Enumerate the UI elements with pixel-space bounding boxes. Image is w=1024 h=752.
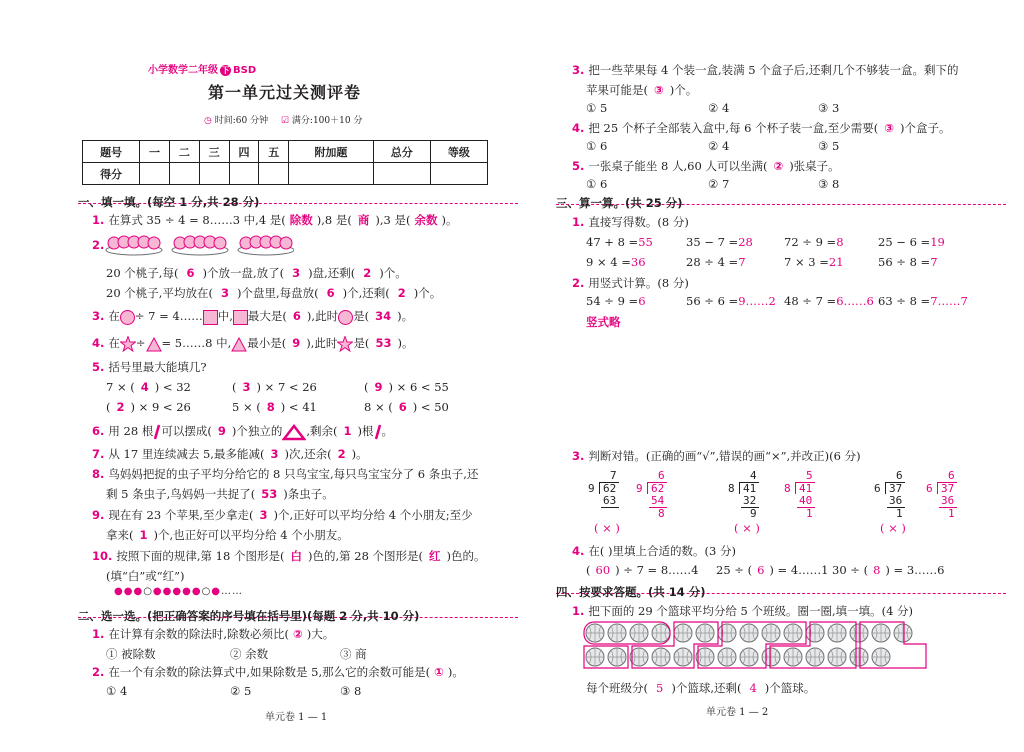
sec1-q5-r1-c3: ( 9 ) × 6 < 55 [364,380,449,394]
red-bead-icon: ● [211,586,222,597]
score-cell [140,163,170,185]
sec1-q8-line2: 剩 5 条虫子,鸟妈妈一共捉了( 53 )条虫子。 [106,487,334,501]
section-4-title: 四、按要求答题。(共 14 分) [556,585,706,599]
sec2-q1-opt: ③ 商 [340,647,367,661]
sec2-q1-opt: ② 余数 [230,647,269,661]
score-cell [430,163,487,185]
section-1-title: 一、填一填。(每空 1 分,共 28 分) [78,195,260,209]
sec1-q2-line2: 20 个桃子,平均放在( 3 )个盘里,每盘放( 6 )个,还剩( 2 )个。 [106,286,442,300]
score-header-cell: 等级 [430,141,487,163]
sec1-q7: 7. 从 17 里连续减去 5,最多能减( 3 )次,还余( 2 )。 [92,447,368,461]
vertical-calc-note: 竖式略 [586,315,621,329]
judge-mark: ( × ) [734,521,760,535]
score-cell [373,163,430,185]
score-table [82,140,488,185]
triangle-shape-icon [231,337,247,352]
sec1-q4: 4. 在 ÷ = 5……8 中, 最小是( 9 ),此时 是( 53 )。 [92,336,414,350]
long-division-original: 7 9 62 63 [586,470,628,522]
sec1-q6: 6. 用 28 根 可以摆成( 9 )个独立的 ,剩余( 1 )根 。 [92,423,393,441]
sec4-q1-answer: 每个班级分( 5 )个篮球,还剩( 4 )个篮球。 [586,681,816,695]
peach-plates-image [104,230,294,256]
fill-item: ( 60 ) ÷ 7 = 8……4 [586,563,699,577]
star-shape-icon [337,336,353,352]
sec2-q4: 4. 把 25 个杯子全部装入盒中,每 6 个杯子装一盒,至少需要( ③ )个盒子。 [572,121,951,135]
score-header-cell: 总分 [373,141,430,163]
calc-item: 7 × 3 =21 [784,255,844,269]
basketball-group [586,624,912,666]
circle-shape-icon [120,310,135,325]
sec2-q3-opt: ① 5 [586,101,608,115]
sec1-q5: 5. 括号里最大能填几? [92,360,207,374]
sec1-q10: 10. 按照下面的规律,第 18 个图形是( 白 )色的,第 28 个图形是( 红 )色的。 [92,549,486,563]
sec2-q3-line2: 苹果可能是( ③ )个。 [586,83,698,97]
sec1-q1: 1. 在算式 35 ÷ 4 = 8……3 中,4 是( 除数 ),8 是( 商 ),3 是( 余数 )。 [92,213,458,227]
calc-item: 47 + 8 =55 [586,235,653,249]
score-header-cell: 题号 [83,141,140,163]
peach-plate-1 [106,236,162,255]
score-cell [199,163,229,185]
sec2-q4-opt: ② 4 [708,139,730,153]
clock-icon: ◷ [204,116,212,126]
sec1-q2-line1: 20 个桃子,每( 6 )个放一盘,放了( 3 )盘,还剩( 2 )个。 [106,266,407,280]
calc-item: 48 ÷ 7 =6……6 [784,294,874,308]
sec1-q5-r1-c1: 7 × ( 4 ) < 32 [106,380,191,394]
score-cell [289,163,373,185]
sec2-q5-opt: ② 7 [708,177,730,191]
sec1-q5-r1-c2: ( 3 ) × 7 < 26 [232,380,317,394]
red-bead-icon: ●●●●● [152,586,202,597]
score-cell [169,163,199,185]
section-3-title: 三、算一算。(共 25 分) [556,196,683,210]
square-shape-icon [233,310,248,325]
sec3-q2: 2. 用竖式计算。(8 分) [572,276,689,290]
right-page [520,0,1024,752]
sec2-q4-opt: ① 6 [586,139,608,153]
score-header-cell: 四 [229,141,259,163]
score-header-cell: 一 [140,141,170,163]
section-2-title: 二、选一选。(把正确答案的序号填在括号里)(每题 2 分,共 10 分) [78,609,420,623]
sec1-q5-r2-c3: 8 × ( 6 ) < 50 [364,400,449,414]
calc-item: 63 ÷ 8 =7……7 [878,294,968,308]
score-row-label: 得分 [83,163,140,185]
sec3-q4: 4. 在( )里填上合适的数。(3 分) [572,544,736,558]
calc-item: 35 − 7 =28 [686,235,753,249]
judge-mark: ( × ) [594,521,620,535]
grade-mark: 下 [221,66,230,75]
exam-meta: ◷ 时间:60 分钟 ☑ 满分:100＋10 分 [204,116,363,126]
calc-item: 56 ÷ 6 =9……2 [686,294,776,308]
stick-triangle-icon [282,424,306,441]
basketballs-image [582,620,1002,672]
score-table-header-row [83,141,488,163]
sec2-q2: 2. 在一个有余数的除法算式中,如果除数是 5,那么它的余数可能是( ① )。 [92,665,464,679]
sec1-q8: 8. 鸟妈妈把捉的虫子平均分给它的 8 只鸟宝宝,每只鸟宝宝分了 6 条虫子,还 [92,467,479,481]
bead-pattern: ●●●○●●●●●○●…… [114,586,244,597]
score-header-cell: 二 [169,141,199,163]
score-cell [229,163,259,185]
calc-item: 54 ÷ 9 =6 [586,294,646,308]
long-division-original: 6 6 37 36 1 [872,470,914,522]
sec2-q4-opt: ③ 5 [818,139,840,153]
long-division-correction: 5 8 41 40 1 [782,470,824,522]
sec1-q9: 9. 现在有 23 个苹果,至少拿走( 3 )个,正好可以平均分给 4 个小朋友;至少 [92,508,473,522]
page-title: 第一单元过关测评卷 [208,83,362,102]
fill-item: 30 ÷ ( 8 ) = 3……6 [832,563,945,577]
sec1-q5-r2-c2: 5 × ( 8 ) < 41 [232,400,317,414]
footer-left: 单元卷 1 — 1 [265,712,328,723]
stick-icon [374,424,382,440]
sec1-q10-hint: (填“白”或“红”) [106,569,185,583]
sec1-q3: 3. 在 ÷ 7 = 4…… 中, 最大是( 6 ),此时 是( 34 )。 [92,309,414,323]
sec2-q3: 3. 把一些苹果每 4 个装一盒,装满 5 个盒子后,还剩几个不够装一盒。剩下的 [572,63,959,77]
calc-item: 9 × 4 =36 [586,255,646,269]
peach-plate-3 [238,236,294,255]
sec1-q9-line2: 拿来( 1 )个,也正好可以平均分给 4 个小朋友。 [106,528,349,542]
sec2-q2-opt: ② 5 [230,684,252,698]
sec3-q3: 3. 判断对错。(正确的画“√”,错误的画“×”,并改正)(6 分) [572,449,861,463]
sec2-q5-opt: ① 6 [586,177,608,191]
star-shape-icon [120,336,136,352]
score-header-cell: 附加题 [289,141,373,163]
triangle-shape-icon [146,337,162,352]
sec2-q2-opt: ③ 8 [340,684,362,698]
sec2-q5-opt: ③ 8 [818,177,840,191]
calc-item: 25 − 6 =19 [878,235,945,249]
sec2-q1-opt: ① 被除数 [106,647,156,661]
sec2-q5: 5. 一张桌子能坐 8 人,60 人可以坐满( ② )张桌子。 [572,159,840,173]
calc-item: 56 ÷ 8 =7 [878,255,938,269]
circle-shape-icon [338,310,353,325]
sec2-q2-opt: ① 4 [106,684,128,698]
sec1-q5-r2-c1: ( 2 ) × 9 < 26 [106,400,191,414]
sec2-q3-opt: ③ 3 [818,101,840,115]
sec3-q1: 1. 直接写得数。(8 分) [572,215,689,229]
white-bead-icon: ○ [143,586,153,597]
white-bead-icon: ○ [201,586,212,597]
calc-item: 28 ÷ 4 =7 [686,255,746,269]
peach-plate-2 [172,236,228,255]
check-icon: ☑ [280,116,290,126]
judge-mark: ( × ) [880,521,906,535]
long-division-correction: 6 6 37 36 1 [924,470,966,522]
sec2-q1: 1. 在计算有余数的除法时,除数必须比( ② )大。 [92,627,335,641]
score-cell [259,163,289,185]
score-header-cell: 三 [199,141,229,163]
square-shape-icon [203,310,218,325]
sec4-q1: 1. 把下面的 29 个篮球平均分给 5 个班级。圈一圈,填一填。(4 分) [572,604,914,618]
long-division-original: 4 8 41 32 9 [726,470,768,522]
score-table-score-row [83,163,488,185]
score-header-cell: 五 [259,141,289,163]
long-division-correction: 6 9 62 54 8 [634,470,676,522]
fill-item: 25 ÷ ( 6 ) = 4……1 [716,563,829,577]
red-bead-icon: ●●● [114,586,144,597]
calc-item: 72 ÷ 9 =8 [784,235,844,249]
sec2-q3-opt: ② 4 [708,101,730,115]
footer-right: 单元卷 1 — 2 [706,707,769,718]
sec1-q2-num: 2. [92,238,105,252]
series-label: 小学数学二年级 下 BSD [148,65,257,76]
